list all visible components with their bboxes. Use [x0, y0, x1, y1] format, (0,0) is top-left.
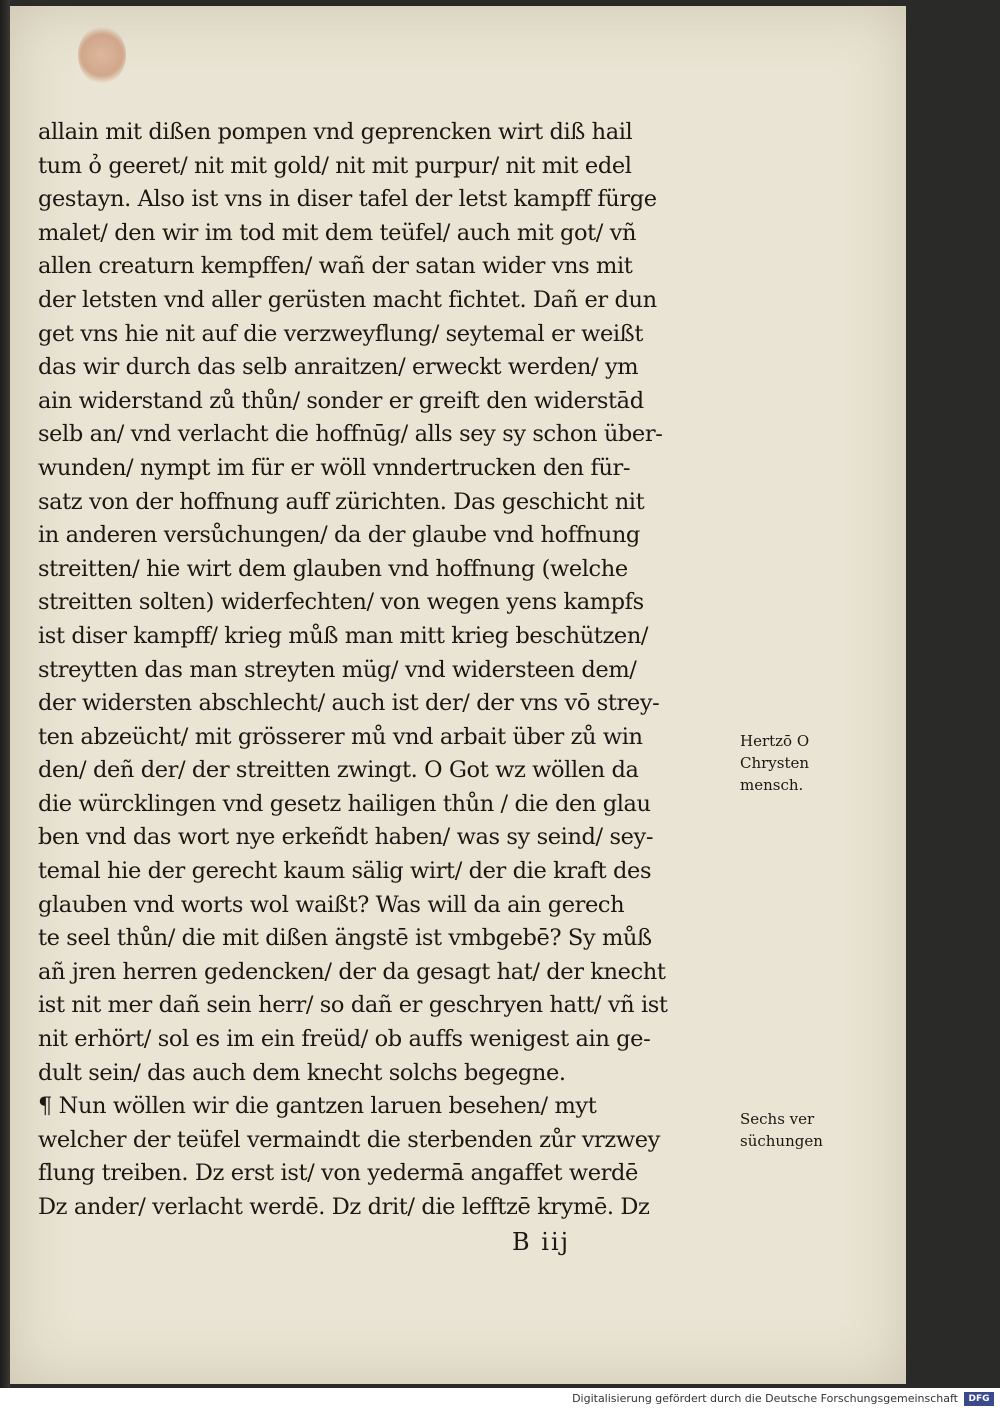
text-line: streytten das man streyten müg/ vnd widersteen dem/	[38, 656, 637, 683]
text-line: malet/ den wir im tod mit dem teüfel/ auch mit got/ vñ	[38, 219, 637, 246]
text-line: in anderen versůchungen/ da der glaube vnd hoffnung	[38, 522, 640, 549]
text-line: satz von der hoffnung auff zürichten. Das geschicht nit	[38, 488, 645, 515]
text-line: gestayn. Also ist vns in diser tafel der letst kampff fürge	[38, 186, 657, 213]
signature-mark: B iij	[512, 1228, 571, 1256]
text-line: get vns hie nit auf die verzweyflung/ seytemal er weißt	[38, 320, 643, 347]
text-line: streitten solten) widerfechten/ von wegen yens kampfs	[38, 589, 644, 616]
text-line: den/ deñ der/ der streitten zwingt. O Got wz wöllen da	[38, 757, 639, 784]
text-line: flung treiben. Dz erst ist/ von yedermā angaffet werdē	[38, 1160, 638, 1187]
margin-note-line: süchungen	[740, 1132, 823, 1150]
text-line: ist nit mer dañ sein herr/ so dañ er geschryen hatt/ vñ ist	[38, 992, 668, 1019]
text-line: glauben vnd worts wol waißt? Was will da ain gerech	[38, 891, 625, 918]
text-line: temal hie der gerecht kaum sälig wirt/ der die kraft des	[38, 858, 652, 885]
page-left-edge	[0, 0, 10, 1388]
funding-credit: Digitalisierung gefördert durch die Deutsche Forschungsgemeinschaft	[572, 1392, 958, 1405]
text-line: tum ỏ geeret/ nit mit gold/ nit mit purpur/ nit mit edel	[38, 152, 632, 179]
footer-bar	[0, 1388, 1000, 1410]
text-line: ain widerstand zů thůn/ sonder er greift den widerstād	[38, 387, 644, 414]
text-line: Dz ander/ verlacht werdē. Dz drit/ die lefftzē krymē. Dz	[38, 1194, 650, 1220]
text-line: ben vnd das wort nye erkeñdt haben/ was sy seind/ sey-	[38, 824, 654, 851]
text-line: nit erhört/ sol es im ein freüd/ ob auffs wenigest ain ge-	[38, 1026, 651, 1053]
text-line: ist diser kampff/ krieg můß man mitt krieg beschützen/	[38, 622, 649, 649]
margin-note-temptations	[740, 1108, 850, 1152]
text-line: dult sein/ das auch dem knecht solchs begegne.	[38, 1059, 566, 1086]
margin-note-christian	[740, 730, 850, 796]
text-line: selb an/ vnd verlacht die hoffnūg/ alls sey sy schon über-	[38, 421, 663, 448]
text-line: allen creaturn kempffen/ wañ der satan wider vns mit	[38, 253, 633, 280]
margin-note-line: Sechs ver	[740, 1110, 815, 1128]
margin-note-line: mensch.	[740, 776, 804, 794]
text-line: das wir durch das selb anraitzen/ erweckt werden/ ym	[38, 354, 639, 381]
text-line: welcher der teüfel vermaindt die sterbenden zůr vrzwey	[38, 1126, 660, 1153]
dfg-logo: DFG	[964, 1392, 994, 1406]
text-line: wunden/ nympt im für er wöll vnndertrucken den für-	[38, 454, 631, 481]
text-line: ten abzeücht/ mit grösserer mů vnd arbait über zů win	[38, 723, 643, 750]
text-line: streitten/ hie wirt dem glauben vnd hoffnung (welche	[38, 555, 628, 582]
page-stain	[78, 26, 126, 84]
text-line: die würcklingen vnd gesetz hailigen thůn / die den glau	[38, 790, 651, 817]
margin-note-line: Chrysten	[740, 754, 810, 772]
text-line: der letsten vnd aller gerüsten macht fichtet. Dañ er dun	[38, 286, 657, 313]
text-line: te seel thůn/ die mit dißen ängstē ist vmbgebē? Sy můß	[38, 925, 652, 952]
text-line: añ jren herren gedencken/ der da gesagt hat/ der knecht	[38, 958, 666, 985]
text-line: allain mit dißen pompen vnd geprencken wirt diß hail	[38, 119, 633, 145]
text-line: der widersten abschlecht/ auch ist der/ der vns vō strey-	[38, 690, 660, 717]
text-line: ¶ Nun wöllen wir die gantzen laruen besehen/ myt	[38, 1093, 597, 1120]
margin-note-line: Hertzō O	[740, 732, 810, 750]
body-text	[38, 116, 738, 1225]
